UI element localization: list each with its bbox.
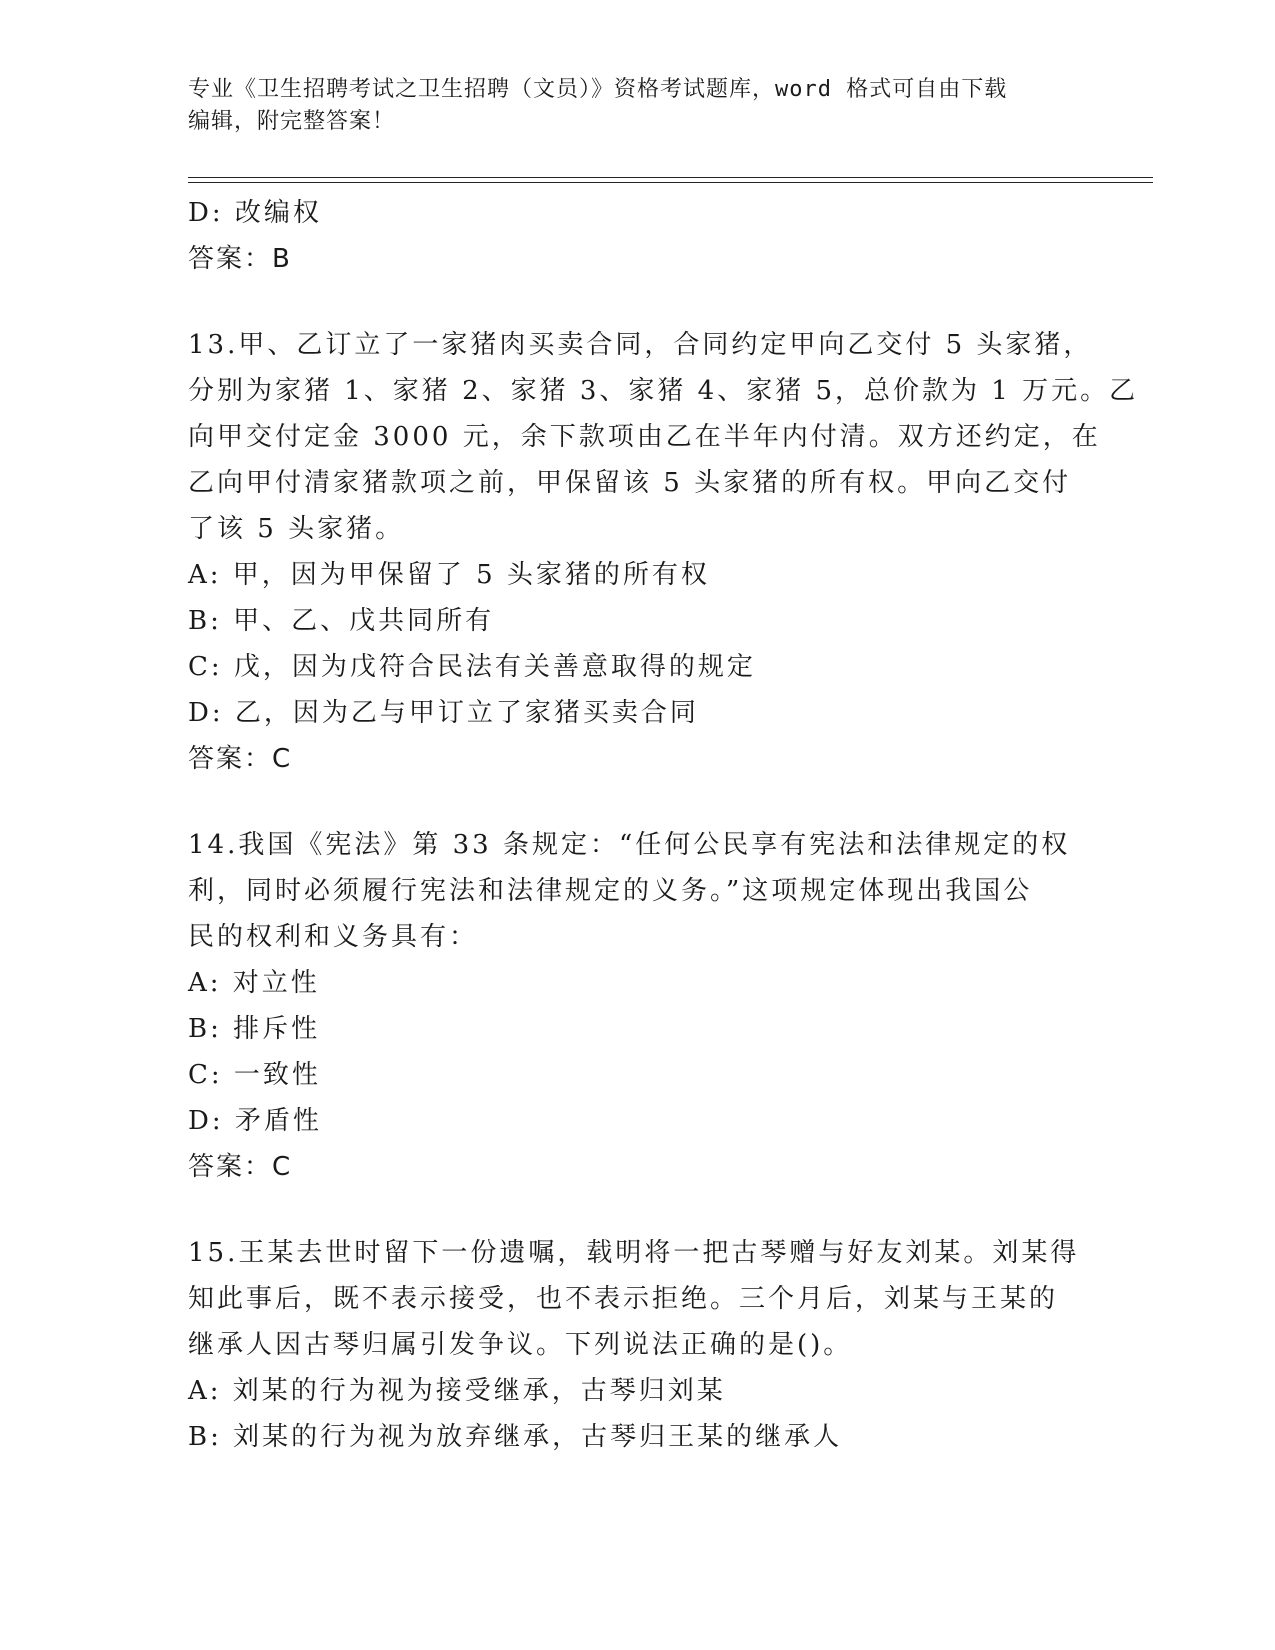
option-b: B: 刘某的行为视为放弃继承，古琴归王某的继承人 — [188, 1422, 843, 1452]
stem-line: 向甲交付定金 3000 元，余下款项由乙在半年内付清。双方还约定，在 — [188, 422, 1101, 452]
option-b: B: 排斥性 — [188, 1014, 321, 1044]
question-13 — [188, 322, 1139, 782]
answer-line: 答案：C — [188, 744, 293, 774]
stem-line: 13.甲、乙订立了一家猪肉买卖合同，合同约定甲向乙交付 5 头家猪， — [188, 330, 1093, 360]
header-line-1: 专业《卫生招聘考试之卫生招聘（文员）》资格考试题库，word 格式可自由下载 — [188, 77, 1008, 102]
document-header — [188, 74, 1068, 138]
previous-question — [188, 190, 1088, 282]
question-14 — [188, 822, 1088, 1190]
stem-line: 14.我国《宪法》第 33 条规定：“任何公民享有宪法和法律规定的权 — [188, 830, 1071, 860]
option-b: B: 甲、乙、戊共同所有 — [188, 606, 495, 636]
stem-line: 乙向甲付清家猪款项之前，甲保留该 5 头家猪的所有权。甲向乙交付 — [188, 468, 1072, 498]
option-a: A: 甲，因为甲保留了 5 头家猪的所有权 — [188, 560, 710, 590]
option-d: D: 改编权 — [188, 198, 322, 228]
option-a: A: 对立性 — [188, 968, 320, 998]
option-d: D: 乙，因为乙与甲订立了家猪买卖合同 — [188, 698, 699, 728]
question-stem — [188, 1230, 1088, 1368]
stem-line: 15.王某去世时留下一份遗嘱，载明将一把古琴赠与好友刘某。刘某得 — [188, 1238, 1080, 1268]
question-stem — [188, 322, 1139, 552]
option-c: C: 戊，因为戊符合民法有关善意取得的规定 — [188, 652, 756, 682]
answer-line: 答案：B — [188, 244, 292, 274]
header-divider-bottom — [188, 182, 1153, 183]
stem-line: 了该 5 头家猪。 — [188, 514, 405, 544]
question-stem — [188, 822, 1088, 960]
stem-line: 知此事后，既不表示接受，也不表示拒绝。三个月后，刘某与王某的 — [188, 1284, 1059, 1314]
option-a: A: 刘某的行为视为接受继承，古琴归刘某 — [188, 1376, 726, 1406]
answer-line: 答案：C — [188, 1152, 293, 1182]
header-line-2: 编辑，附完整答案！ — [188, 109, 396, 134]
option-d: D: 矛盾性 — [188, 1106, 322, 1136]
option-c: C: 一致性 — [188, 1060, 321, 1090]
stem-line: 继承人因古琴归属引发争议。下列说法正确的是()。 — [188, 1330, 853, 1360]
stem-line: 利，同时必须履行宪法和法律规定的义务。”这项规定体现出我国公 — [188, 876, 1033, 906]
document-body — [188, 190, 1139, 1460]
stem-line: 分别为家猪 1、家猪 2、家猪 3、家猪 4、家猪 5，总价款为 1 万元。乙 — [188, 376, 1139, 406]
header-divider-top — [188, 177, 1153, 178]
question-15 — [188, 1230, 1088, 1460]
stem-line: 民的权利和义务具有： — [188, 922, 479, 952]
